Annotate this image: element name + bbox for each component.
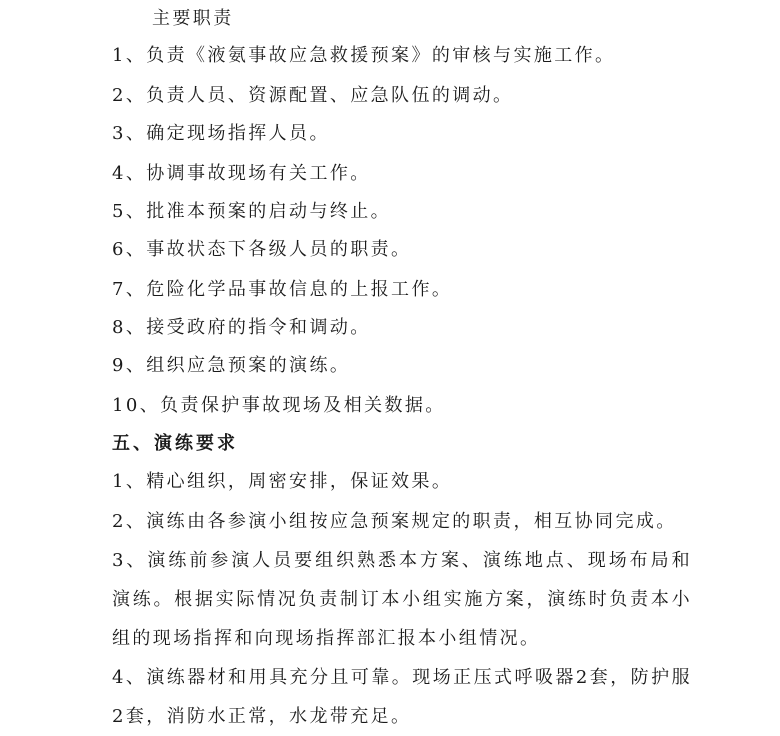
duty-item-8: 8、接受政府的指令和调动。 (112, 317, 371, 338)
requirement-item-4: 4、演练器材和用具充分且可靠。现场正压式呼吸器2套，防护服2套，消防水正常，水龙带充足。 (112, 667, 692, 727)
duty-item-7: 7、危险化学品事故信息的上报工作。 (112, 279, 453, 300)
requirement-item-1: 1、精心组织，周密安排，保证效果。 (112, 471, 453, 492)
duty-item-2: 2、负责人员、资源配置、应急队伍的调动。 (112, 85, 514, 106)
duty-item-5: 5、批准本预案的启动与终止。 (112, 201, 392, 222)
duty-item-3: 3、确定现场指挥人员。 (112, 123, 330, 144)
duty-item-9: 9、组织应急预案的演练。 (112, 355, 351, 376)
duty-item-4: 4、协调事故现场有关工作。 (112, 163, 371, 184)
duty-item-10: 10、负责保护事故现场及相关数据。 (112, 395, 446, 416)
requirement-item-2: 2、演练由各参演小组按应急预案规定的职责，相互协同完成。 (112, 511, 677, 532)
requirement-item-3: 3、演练前参演人员要组织熟悉本方案、演练地点、现场布局和演练。根据实际情况负责制订本小组实施方案，演练时负责本小组的现场指挥和向现场指挥部汇报本小组情况。 (112, 550, 692, 649)
duty-item-6: 6、事故状态下各级人员的职责。 (112, 239, 412, 260)
section-title: 主要职责 (152, 8, 234, 29)
duty-item-1: 1、负责《液氨事故应急救援预案》的审核与实施工作。 (112, 45, 616, 66)
drill-requirements-heading: 五、演练要求 (112, 433, 238, 454)
